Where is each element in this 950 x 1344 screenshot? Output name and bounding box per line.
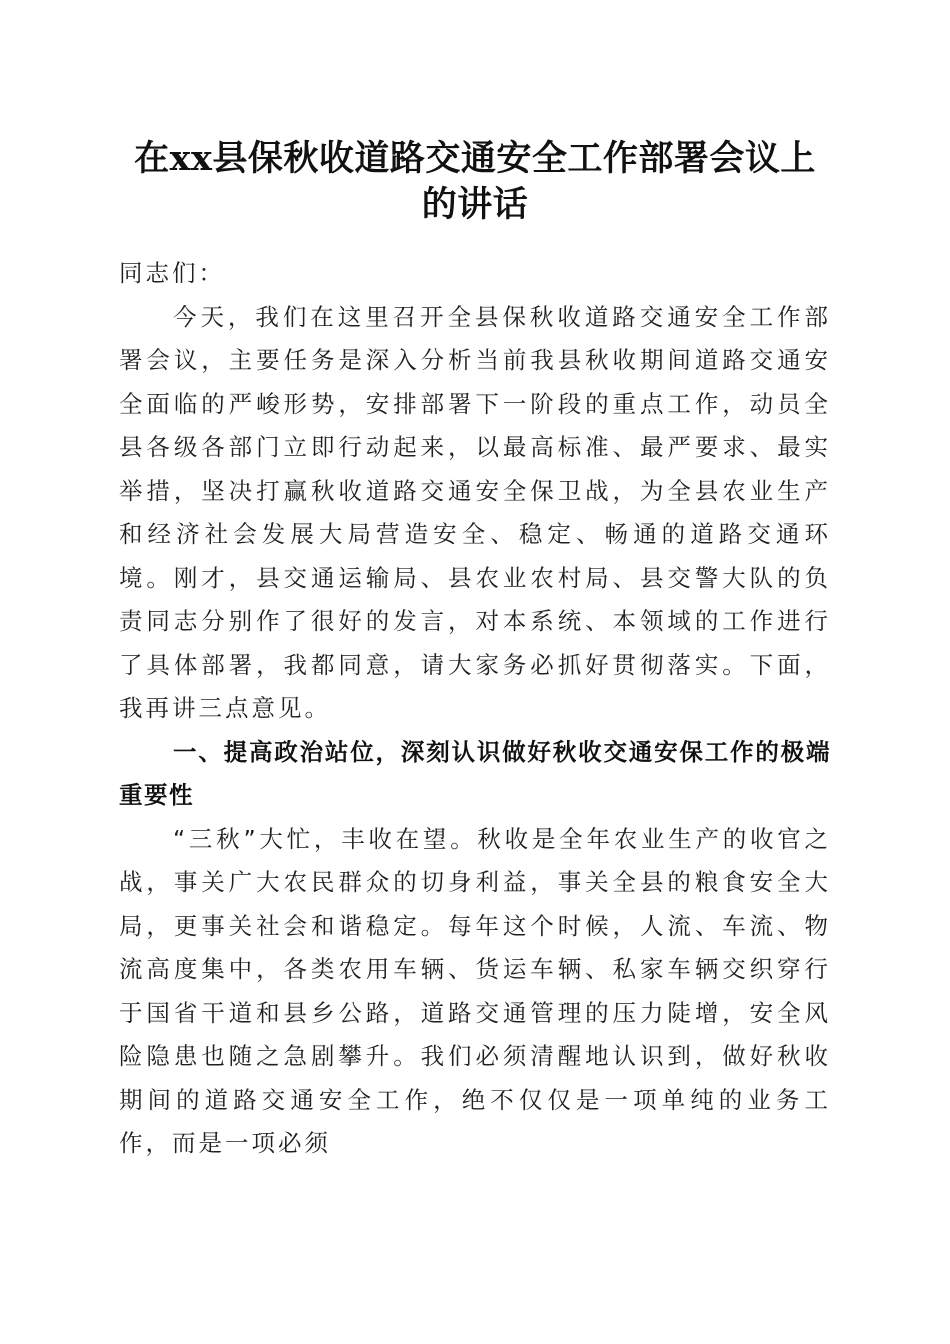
salutation: 同志们： xyxy=(119,259,225,287)
title-line-2: 的讲话 xyxy=(421,184,529,225)
paragraph-section-1: “三秋”大忙，丰收在望。秋收是全年农业生产的收官之战，事关广大农民群众的切身利益，事关全县的粮食安全大局，更事关社会和谐稳定。每年这个时候，人流、车流、物流高度集中，各类农用车辆、货运车辆、私家车辆交织穿行于国省干道和县乡公路，道路交通管理的压力陡增，安全风险隐患也随之急剧攀升。我们必须清醒地认识到，做好秋收期间的道路交通安全工作，绝不仅仅是一项单纯的业务工作，而是一项必须 xyxy=(119,824,831,1157)
document-body xyxy=(119,252,831,1166)
section-heading-1: 一、提高政治站位，深刻认识做好秋收交通安保工作的极端重要性 xyxy=(119,737,831,809)
title-line-1: 在xx县保秋收道路交通安全工作部署会议上 xyxy=(134,138,816,179)
paragraph-opening: 今天，我们在这里召开全县保秋收道路交通安全工作部署会议，主要任务是深入分析当前我县秋收期间道路交通安全面临的严峻形势，安排部署下一阶段的重点工作，动员全县各级各部门立即行动起来，以最高标准、最严要求、最实举措，坚决打赢秋收道路交通安全保卫战，为全县农业生产和经济社会发展大局营造安全、稳定、畅通的道路交通环境。刚才，县交通运输局、县农业农村局、县交警大队的负责同志分别作了很好的发言，对本系统、本领域的工作进行了具体部署，我都同意，请大家务必抓好贯彻落实。下面，我再讲三点意见。 xyxy=(119,302,831,722)
document-title xyxy=(100,136,850,228)
